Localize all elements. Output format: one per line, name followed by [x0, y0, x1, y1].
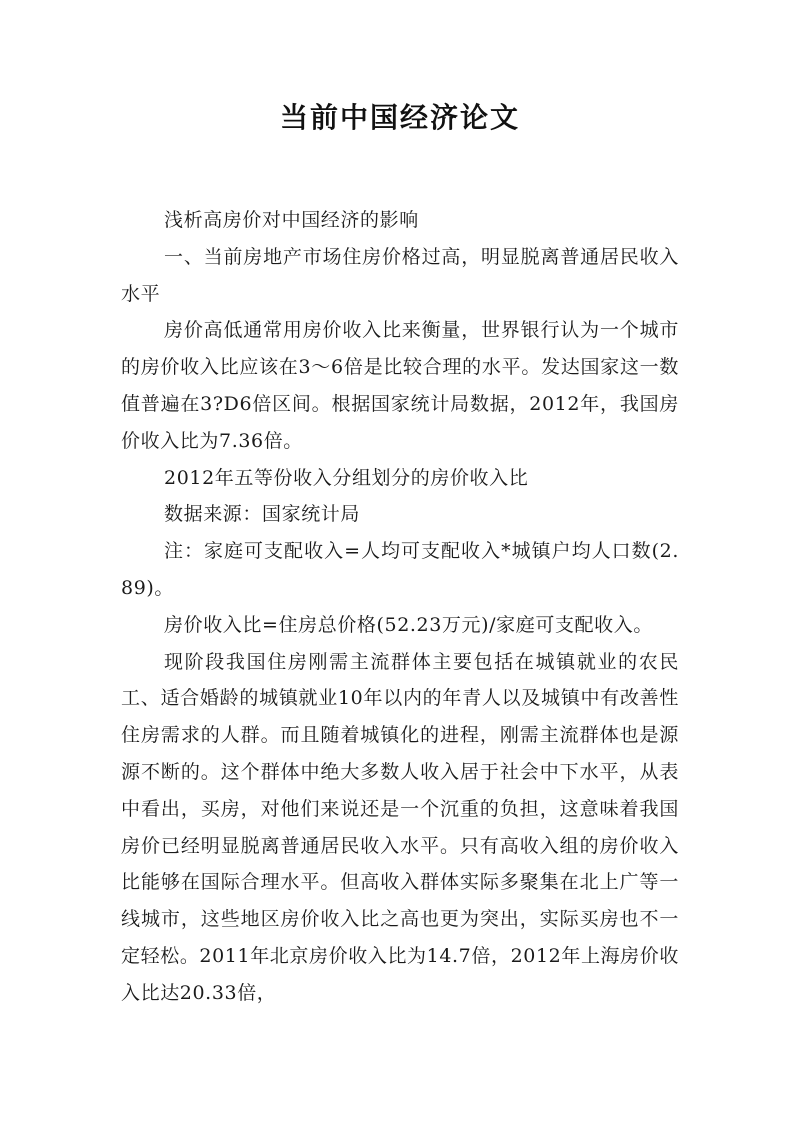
- paragraph-note: 注：家庭可支配收入=人均可支配收入*城镇户均人口数(2.89)。: [121, 540, 679, 599]
- paragraph-price-income-ratio: 房价高低通常用房价收入比来衡量，世界银行认为一个城市的房价收入比应该在3～6倍是比较合理的水平。发达国家这一数值普遍在3?D6倍区间。根据国家统计局数据，2012年，我国房价收入比为7.36倍。: [121, 319, 679, 452]
- paragraph-section-heading: 一、当前房地产市场住房价格过高，明显脱离普通居民收入水平: [121, 245, 679, 305]
- paragraph-formula: 房价收入比=住房总价格(52.23万元)/家庭可支配收入。: [164, 613, 653, 636]
- paragraph-data-source: 数据来源：国家统计局: [164, 503, 361, 526]
- document-body: [121, 202, 679, 1012]
- paragraph-subtitle: 浅析高房价对中国经济的影响: [164, 209, 419, 231]
- document-title: 当前中国经济论文: [279, 101, 520, 134]
- paragraph-analysis: 现阶段我国住房刚需主流群体主要包括在城镇就业的农民工、适合婚龄的城镇就业10年以内的年青人以及城镇中有改善性住房需求的人群。而且随着城镇化的进程，刚需主流群体也是源源不断的。这个群体中绝大多数人收入居于社会中下水平，从表中看出，买房，对他们来说还是一个沉重的负担，这意味着我国房价已经明显脱离普通居民收入水平。只有高收入组的房价收入比能够在国际合理水平。但高收入群体实际多聚集在北上广等一线城市，这些地区房价收入比之高也更为突出，实际买房也不一定轻松。2011年北京房价收入比为14.7倍，2012年上海房价收入比达20.33倍，: [121, 650, 679, 1004]
- paragraph-table-caption: 2012年五等份收入分组划分的房价收入比: [164, 466, 529, 489]
